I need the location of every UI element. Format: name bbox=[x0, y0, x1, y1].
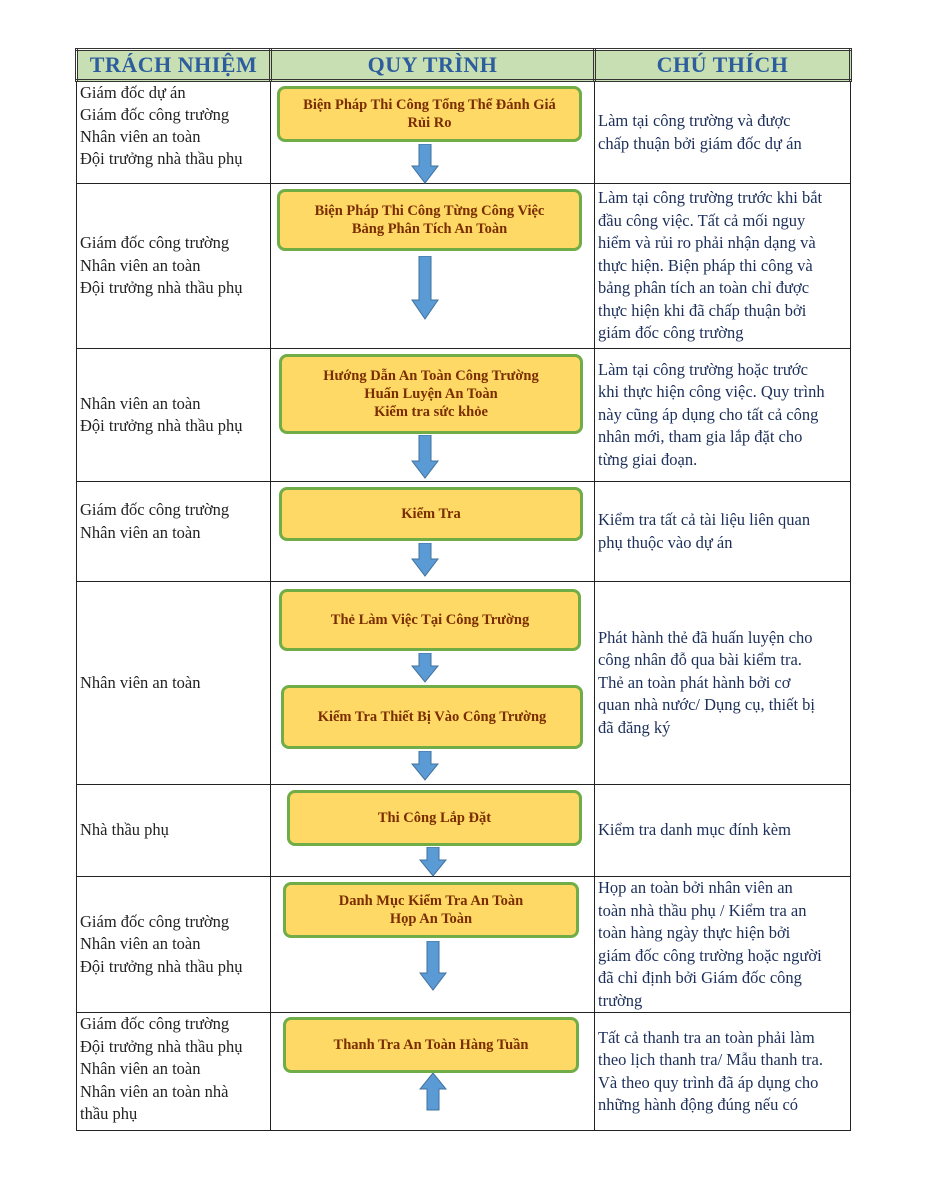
process-cell bbox=[271, 349, 595, 482]
responsibility-cell: Nhà thầu phụ bbox=[77, 785, 271, 877]
table-row bbox=[77, 81, 851, 184]
process-step: Thanh Tra An Toàn Hàng Tuần bbox=[283, 1017, 579, 1073]
header-process: QUY TRÌNH bbox=[271, 50, 595, 81]
note-cell: Kiểm tra tất cả tài liệu liên quan phụ thuộc vào dự án bbox=[595, 482, 851, 582]
process-cell bbox=[271, 482, 595, 582]
arrow-down-icon bbox=[411, 543, 439, 577]
note-cell: Phát hành thẻ đã huấn luyện cho công nhân đỗ qua bài kiểm tra. Thẻ an toàn phát hành bởi cơ quan nhà nước/ Dụng cụ, thiết bị đã đăng ký bbox=[595, 582, 851, 785]
note-cell: Tất cả thanh tra an toàn phải làm theo lịch thanh tra/ Mẫu thanh tra. Và theo quy trình đã áp dụng cho những hành động đúng nếu có bbox=[595, 1013, 851, 1131]
process-step: Danh Mục Kiểm Tra An Toàn Họp An Toàn bbox=[283, 882, 579, 938]
arrow-down-icon bbox=[411, 751, 439, 781]
process-table bbox=[75, 48, 852, 1131]
responsibility-cell: Giám đốc công trường Nhân viên an toàn Đội trưởng nhà thầu phụ bbox=[77, 184, 271, 349]
table-row bbox=[77, 482, 851, 582]
responsibility-cell: Giám đốc dự án Giám đốc công trường Nhân viên an toàn Đội trưởng nhà thầu phụ bbox=[77, 81, 271, 184]
arrow-down-icon bbox=[411, 256, 439, 320]
header-responsibility: TRÁCH NHIỆM bbox=[77, 50, 271, 81]
process-step: Thi Công Lắp Đặt bbox=[287, 790, 582, 846]
table-header-row bbox=[77, 50, 851, 81]
header-notes: CHÚ THÍCH bbox=[595, 50, 851, 81]
note-cell: Làm tại công trường và được chấp thuận bởi giám đốc dự án bbox=[595, 81, 851, 184]
table-row bbox=[77, 349, 851, 482]
arrow-down-icon bbox=[411, 435, 439, 479]
note-cell: Làm tại công trường trước khi bắt đầu công việc. Tất cả mối nguy hiểm và rủi ro phải nhận dạng và thực hiện. Biện pháp thi công và bảng phân tích an toàn chỉ được thực hiện khi đã chấp thuận bởi giám đốc công trường bbox=[595, 184, 851, 349]
table-row bbox=[77, 877, 851, 1013]
process-cell bbox=[271, 582, 595, 785]
responsibility-cell: Giám đốc công trường Nhân viên an toàn Đội trưởng nhà thầu phụ bbox=[77, 877, 271, 1013]
process-step: Kiểm Tra Thiết Bị Vào Công Trường bbox=[281, 685, 583, 749]
arrow-up-icon bbox=[419, 1073, 447, 1111]
process-cell bbox=[271, 785, 595, 877]
process-step: Thẻ Làm Việc Tại Công Trường bbox=[279, 589, 581, 651]
note-cell: Làm tại công trường hoặc trước khi thực hiện công việc. Quy trình này cũng áp dụng cho tất cả công nhân mới, tham gia lắp đặt cho từng giai đoạn. bbox=[595, 349, 851, 482]
responsibility-cell: Nhân viên an toàn bbox=[77, 582, 271, 785]
responsibility-cell: Giám đốc công trường Nhân viên an toàn bbox=[77, 482, 271, 582]
process-cell bbox=[271, 877, 595, 1013]
responsibility-cell: Nhân viên an toàn Đội trưởng nhà thầu phụ bbox=[77, 349, 271, 482]
arrow-down-icon bbox=[411, 653, 439, 683]
responsibility-cell: Giám đốc công trường Đội trưởng nhà thầu phụ Nhân viên an toàn Nhân viên an toàn nhà thầu phụ bbox=[77, 1013, 271, 1131]
process-step: Biện Pháp Thi Công Tổng Thể Đánh Giá Rủi Ro bbox=[277, 86, 582, 142]
table-row bbox=[77, 1013, 851, 1131]
process-cell bbox=[271, 184, 595, 349]
process-cell bbox=[271, 81, 595, 184]
note-cell: Họp an toàn bởi nhân viên an toàn nhà thầu phụ / Kiểm tra an toàn hàng ngày thực hiện bởi giám đốc công trường hoặc người đã chỉ định bởi Giám đốc công trường bbox=[595, 877, 851, 1013]
table-row bbox=[77, 785, 851, 877]
process-step: Kiểm Tra bbox=[279, 487, 583, 541]
process-cell bbox=[271, 1013, 595, 1131]
process-step: Hướng Dẫn An Toàn Công Trường Huấn Luyện An Toàn Kiểm tra sức khỏe bbox=[279, 354, 583, 434]
process-step: Biện Pháp Thi Công Từng Công Việc Bảng Phân Tích An Toàn bbox=[277, 189, 582, 251]
note-cell: Kiểm tra danh mục đính kèm bbox=[595, 785, 851, 877]
arrow-down-icon bbox=[419, 941, 447, 991]
table-row bbox=[77, 582, 851, 785]
arrow-down-icon bbox=[419, 847, 447, 877]
arrow-down-icon bbox=[411, 144, 439, 184]
table-row bbox=[77, 184, 851, 349]
